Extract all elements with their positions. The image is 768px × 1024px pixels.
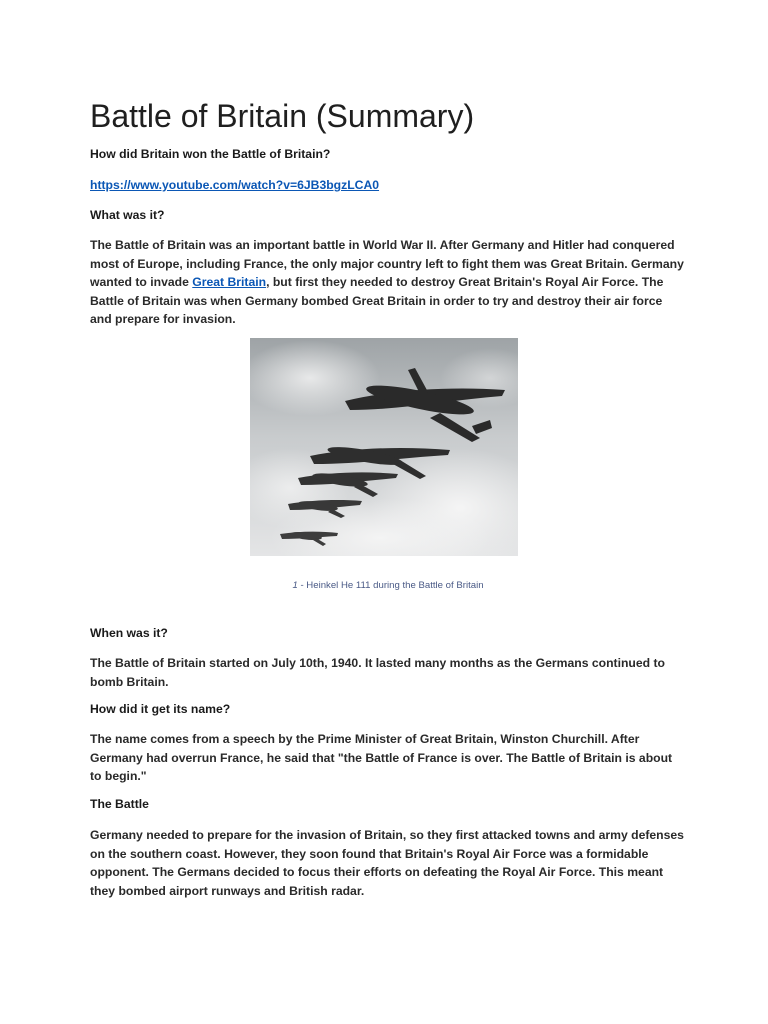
paragraph-name: The name comes from a speech by the Prime Minister of Great Britain, Winston Churchill. After Germany had overrun France, he said that "the Battle of France is over. The Battle of Britain is about to begin.": [90, 732, 673, 784]
video-link-line: [90, 176, 686, 195]
youtube-link[interactable]: https://www.youtube.com/watch?v=6JB3bgzLCA0: [90, 178, 380, 192]
heading-what-was-it: What was it?: [90, 208, 165, 222]
heading-when-was-it: When was it?: [90, 626, 168, 640]
caption-text: - Heinkel He 111 during the Battle of Britain: [297, 579, 484, 591]
paragraph-what-pre: The Battle of Britain was an important battle in World War II. After Germany and Hitler had conquered most of Europe, including France, the only major country left to fight them was Great Britain. Germany wanted to invade: [90, 238, 684, 290]
heading-the-battle: The Battle: [90, 797, 149, 811]
paragraph-what-was-it: [90, 236, 686, 329]
paragraph-what-post: , but first they needed to destroy Great Britain's Royal Air Force. The Battle of Britain was when Germany bombed Great Britain in order to try and destroy their air force and prepare for invasion.: [90, 275, 664, 327]
heading-name: How did it get its name?: [90, 702, 231, 716]
great-britain-link[interactable]: Great Britain: [192, 275, 267, 290]
paragraph-when-was-it: The Battle of Britain started on July 10th, 1940. It lasted many months as the Germans continued to bomb Britain.: [90, 656, 665, 689]
question-heading: How did Britain won the Battle of Britain?: [90, 147, 331, 161]
bomber-formation-image: [250, 338, 518, 556]
paragraph-the-battle: Germany needed to prepare for the invasion of Britain, so they first attacked towns and army defenses on the southern coast. However, they soon found that Britain's Royal Air Force was a formidable opponent. The Germans decided to focus their efforts on defeating the Royal Air Force. This meant they bombed airport runways and British radar.: [90, 828, 684, 898]
figure-caption: [90, 580, 686, 591]
page-title: Battle of Britain (Summary): [90, 98, 475, 134]
heinkel-photo: [250, 338, 518, 556]
caption-number: 1: [292, 579, 298, 591]
